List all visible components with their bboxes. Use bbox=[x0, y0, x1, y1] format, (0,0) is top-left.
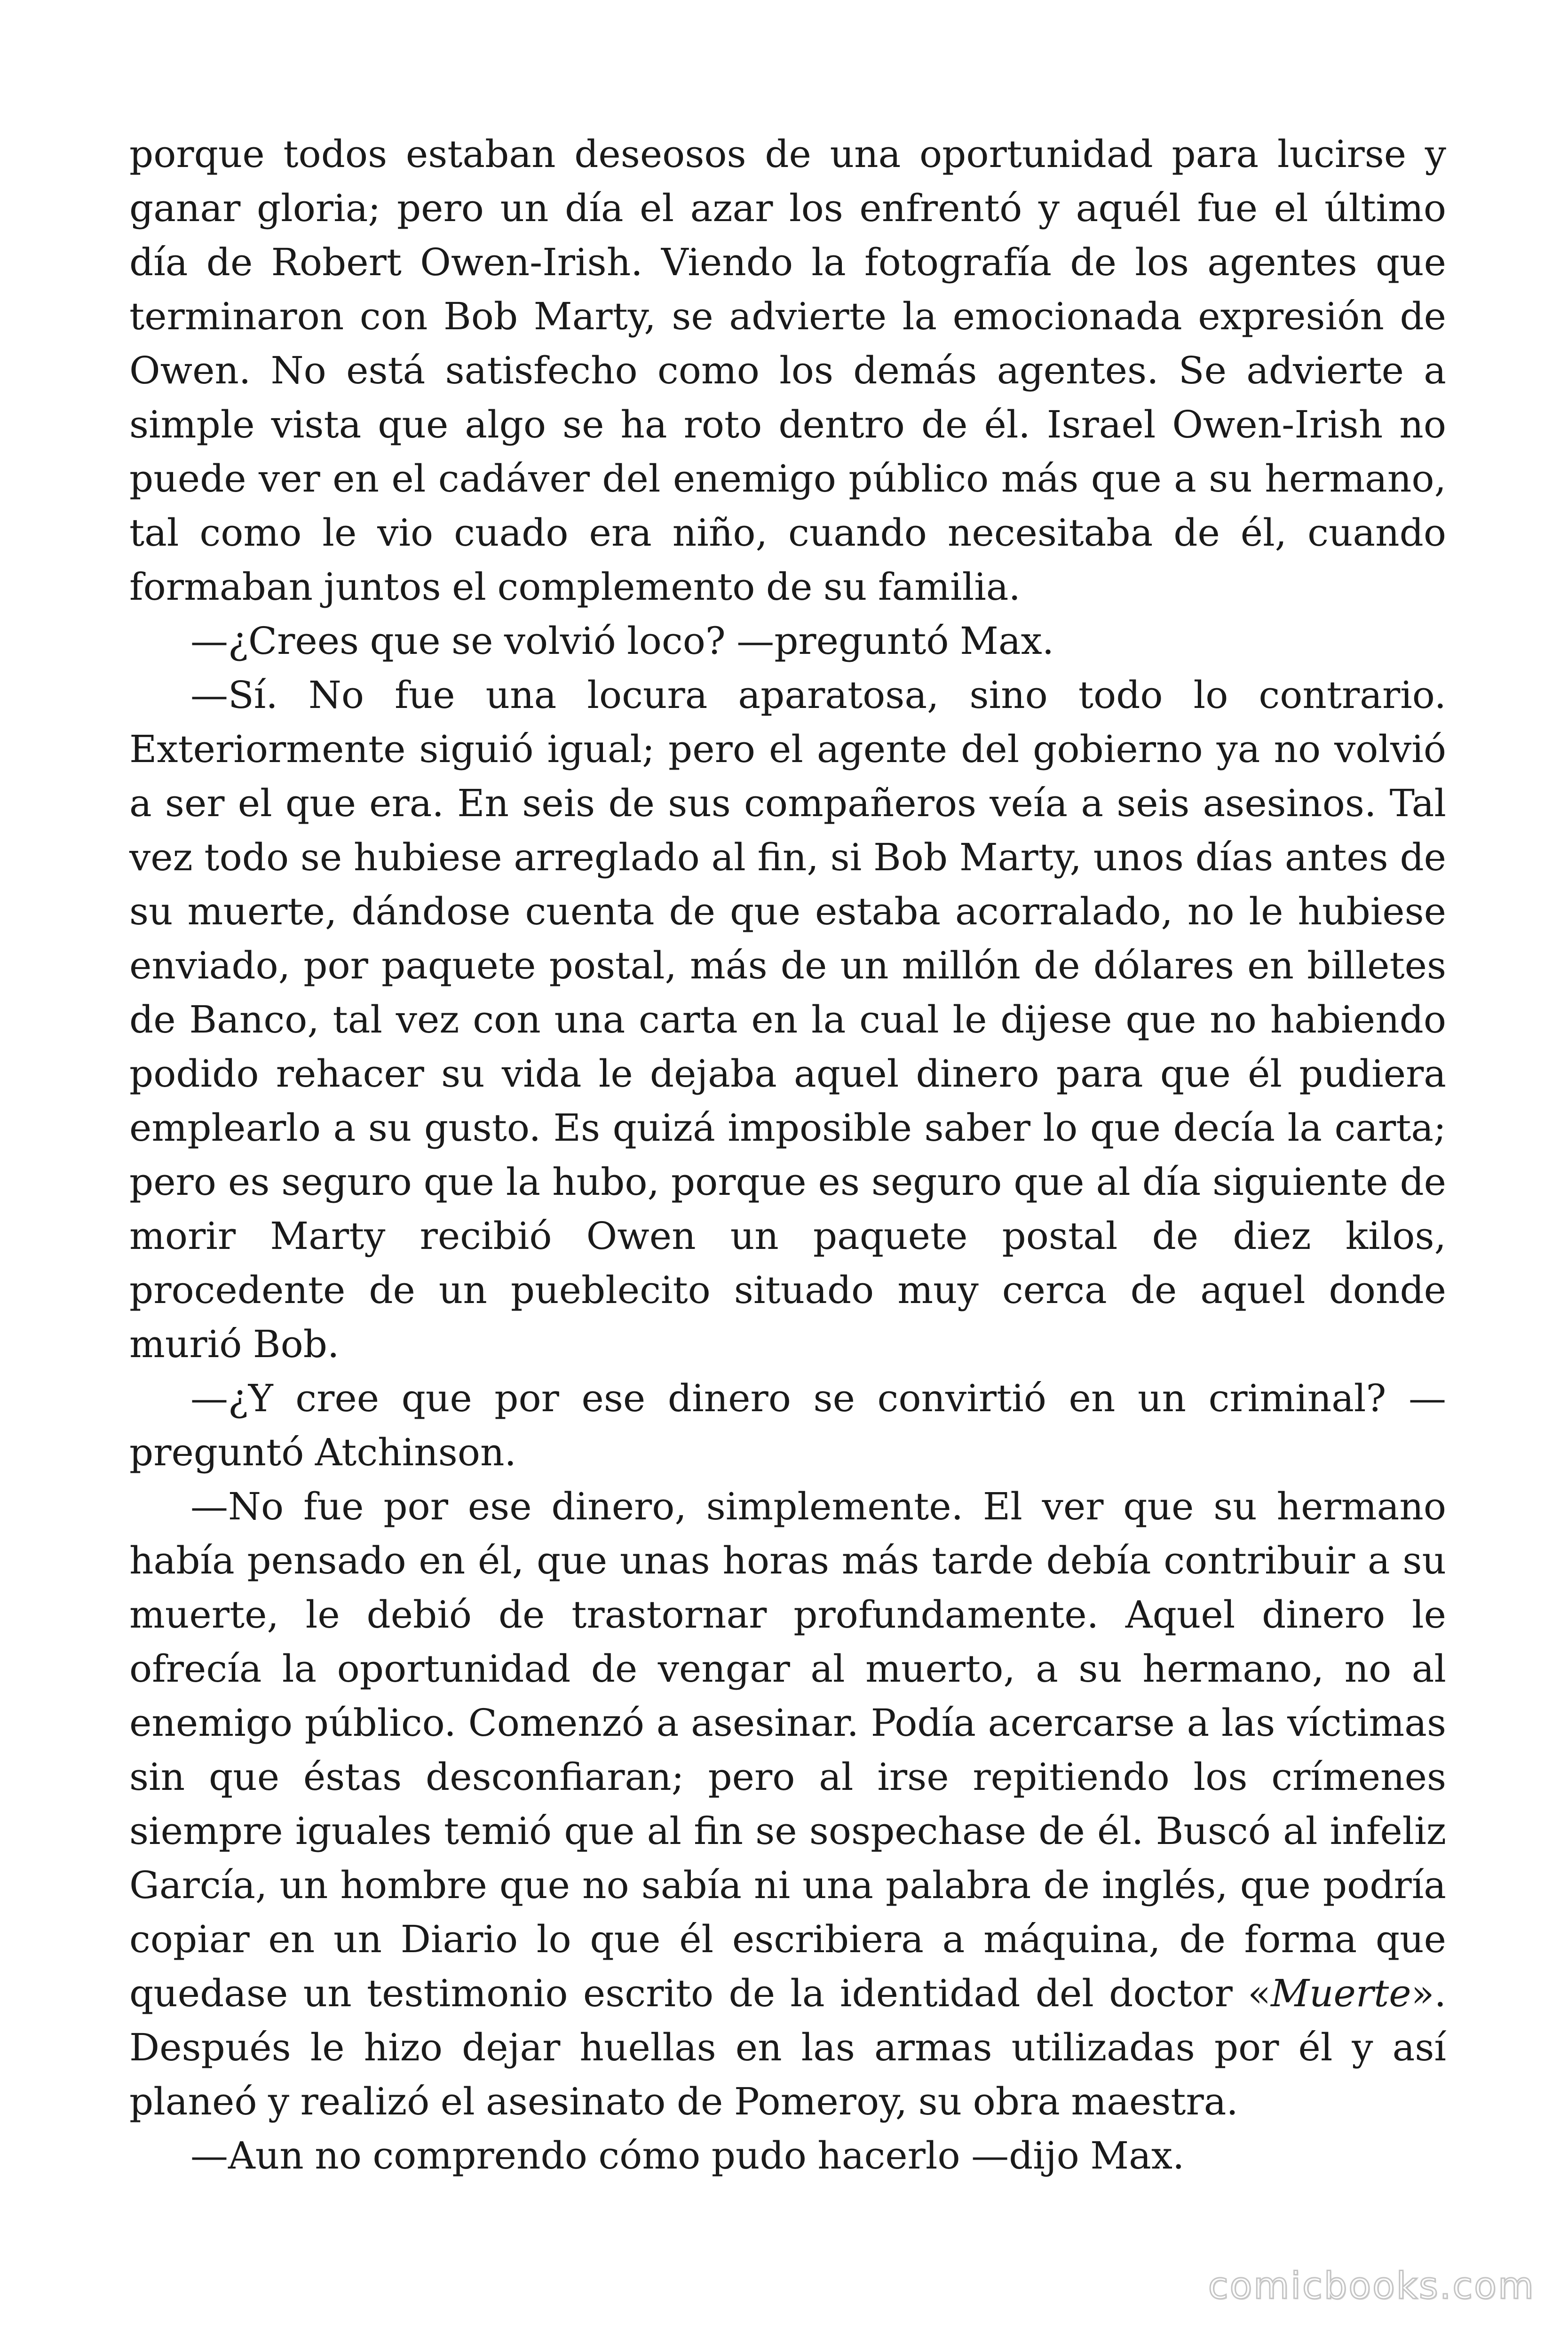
page-body bbox=[129, 127, 1446, 2183]
paragraph-6: —Aun no comprendo cómo pudo hacerlo —dijo Max. bbox=[190, 2134, 1185, 2177]
paragraph-2: —¿Crees que se volvió loco? —preguntó Max. bbox=[190, 619, 1054, 663]
paragraph-4: —¿Y cree que por ese dinero se convirtió en un criminal? —preguntó Atchinson. bbox=[129, 1376, 1446, 1474]
paragraph-5-text-before: —No fue por ese dinero, simplemente. El ver que su hermano había pensado en él, que unas horas más tarde debía contribuir a su muerte, le debió de trastornar profundamente. Aquel dinero le ofrecía la oportunidad de vengar al muerto, a su hermano, no al enemigo público. Comenzó a asesinar. Podía acercarse a las víctimas sin que éstas desconfiaran; pero al irse repitiendo los crímenes siempre iguales temió que al fin se sospechase de él. Buscó al infeliz García, un hombre que no sabía ni una palabra de inglés, que podría copiar en un Diario lo que él escribiera a máquina, de forma que quedase un testimonio escrito de la identidad del doctor « bbox=[129, 1485, 1446, 2015]
paragraph-5-emphasis: Muerte bbox=[1271, 1971, 1411, 2015]
paragraph-5-text-after: ». Después le hizo dejar huellas en las armas utilizadas por él y así planeó y realizó el asesinato de Pomeroy, su obra maestra. bbox=[129, 1971, 1446, 2123]
paragraph-1: porque todos estaban deseosos de una oportunidad para lucirse y ganar gloria; pero un día el azar los enfrentó y aquél fue el último día de Robert Owen-Irish. Viendo la fotografía de los agentes que terminaron con Bob Marty, se advierte la emocionada expresión de Owen. No está satisfecho como los demás agentes. Se advierte a simple vista que algo se ha roto dentro de él. Israel Owen-Irish no puede ver en el cadáver del enemigo público más que a su hermano, tal como le vio cuado era niño, cuando necesitaba de él, cuando formaban juntos el complemento de su familia. bbox=[129, 132, 1446, 609]
paragraph-5 bbox=[129, 1479, 1446, 2129]
watermark-logo: comicbooks.com bbox=[1208, 2265, 1535, 2307]
paragraph-3: —Sí. No fue una locura aparatosa, sino todo lo contrario. Exteriormente siguió igual; pero el agente del gobierno ya no volvió a ser el que era. En seis de sus compañeros veía a seis asesinos. Tal vez todo se hubiese arreglado al fin, si Bob Marty, unos días antes de su muerte, dándose cuenta de que estaba acorralado, no le hubiese enviado, por paquete postal, más de un millón de dólares en billetes de Banco, tal vez con una carta en la cual le dijese que no habiendo podido rehacer su vida le dejaba aquel dinero para que él pudiera emplearlo a su gusto. Es quizá imposible saber lo que decía la carta; pero es seguro que la hubo, porque es seguro que al día siguiente de morir Marty recibió Owen un paquete postal de diez kilos, procedente de un pueblecito situado muy cerca de aquel donde murió Bob. bbox=[129, 673, 1446, 1366]
